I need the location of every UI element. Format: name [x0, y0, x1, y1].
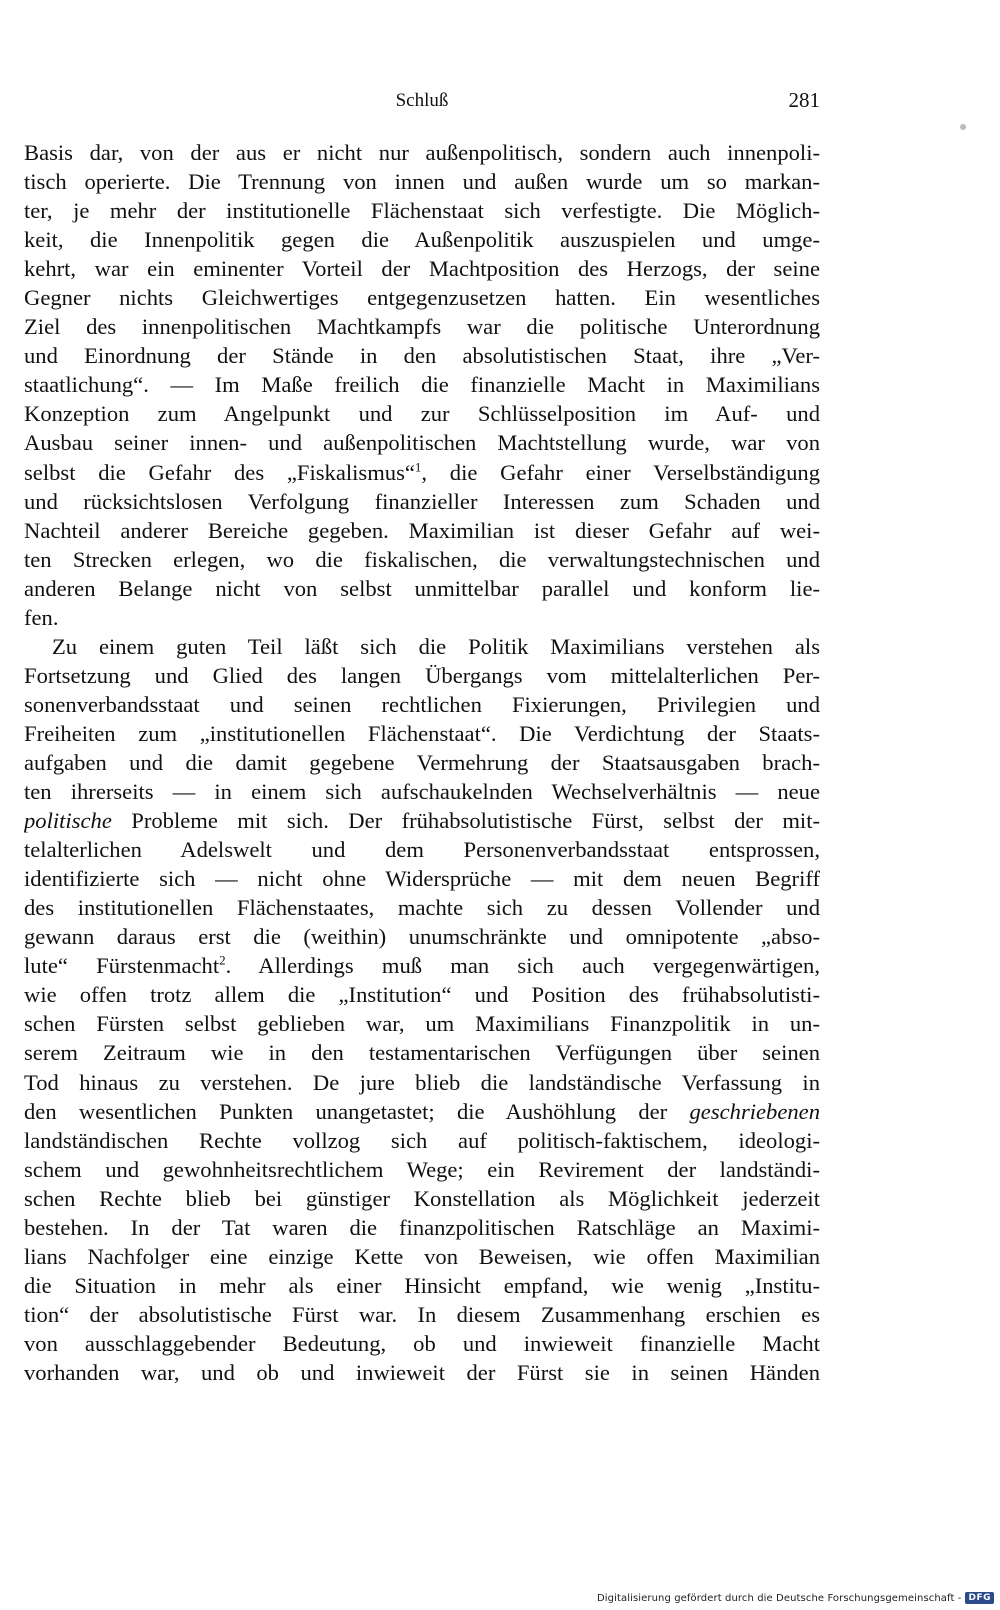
text-line: gewann daraus erst die (weithin) unumschränkte und omnipotente „abso-	[24, 924, 820, 950]
page-number: 281	[788, 88, 820, 112]
credit-text: Digitalisierung gefördert durch die Deutsche Forschungsgemeinschaft -	[596, 1592, 962, 1604]
text-line: Freiheiten zum „institutionellen Flächenstaat“. Die Verdichtung der Staats-	[24, 720, 820, 746]
text-line: vorhanden war, und ob und inwieweit der Fürst sie in seinen Händen	[24, 1359, 820, 1385]
text-line: des institutionellen Flächenstaates, machte sich zu dessen Vollender und	[24, 895, 820, 921]
scan-mark	[960, 124, 966, 130]
text-line: ter, je mehr der institutionelle Flächenstaat sich verfestigte. Die Möglich-	[24, 198, 820, 224]
running-head: Schluß	[395, 90, 449, 111]
text-line: telalterlichen Adelswelt und dem Personenverbandsstaat entsprossen,	[24, 837, 820, 863]
text-line: von ausschlaggebender Bedeutung, ob und inwieweit finanzielle Macht	[24, 1330, 820, 1356]
text-line: und rücksichtslosen Verfolgung finanzieller Interessen zum Schaden und	[24, 488, 820, 514]
digitization-credit	[597, 1590, 994, 1606]
text-line: tisch operierte. Die Trennung von innen und außen wurde um so markan-	[24, 169, 820, 195]
text-line: Konzeption zum Angelpunkt und zur Schlüsselposition im Auf- und	[24, 401, 820, 427]
text-line: Fortsetzung und Glied des langen Übergangs vom mittelalterlichen Per-	[24, 662, 820, 688]
text-line: wie offen trotz allem die „Institution“ und Position des frühabsolutisti-	[24, 982, 820, 1008]
text-line: identifizierte sich — nicht ohne Widersprüche — mit dem neuen Begriff	[24, 866, 820, 892]
text-line: ten ihrerseits — in einem sich aufschaukelnden Wechselverhältnis — neue	[24, 779, 820, 805]
text-line: fen.	[24, 604, 59, 630]
text-line: Basis dar, von der aus er nicht nur außenpolitisch, sondern auch innenpoli-	[24, 140, 820, 165]
text-line: aufgaben und die damit gegebene Vermehrung der Staatsausgaben brach-	[24, 749, 820, 775]
text-line-italic-start: politische Probleme mit sich. Der frühabsolutistische Fürst, selbst der mit-	[24, 808, 820, 834]
text-line: Nachteil anderer Bereiche gegeben. Maximilian ist dieser Gefahr auf wei-	[24, 517, 820, 543]
text-line: Gegner nichts Gleichwertiges entgegenzusetzen hatten. Ein wesentliches	[24, 285, 820, 311]
text-line-footnote-1: selbst die Gefahr des „Fiskalismus“$^1$, die Gefahr einer Verselbständigung	[24, 458, 820, 485]
text-line: lians Nachfolger eine einzige Kette von Beweisen, wie offen Maximilian	[24, 1243, 820, 1269]
text-line: tion“ der absolutistische Fürst war. In diesem Zusammenhang erschien es	[24, 1301, 820, 1327]
text-line: Ausbau seiner innen- und außenpolitischen Machtstellung wurde, war von	[24, 430, 820, 456]
text-line: Tod hinaus zu verstehen. De jure blieb die landständische Verfassung in	[24, 1069, 820, 1095]
body-text	[24, 138, 820, 1387]
text-line: staatlichung“. — Im Maße freilich die finanzielle Macht in Maximilians	[24, 372, 820, 398]
text-line: serem Zeitraum wie in den testamentarischen Verfügungen über seinen	[24, 1040, 820, 1066]
text-line: schen Rechte blieb bei günstiger Konstellation als Möglichkeit jederzeit	[24, 1185, 820, 1211]
text-line-footnote-2: lute“ Fürstenmacht$^2$. Allerdings muß man sich auch vergegenwärtigen,	[24, 952, 820, 979]
text-line: schen Fürsten selbst geblieben war, um Maximilians Finanzpolitik in un-	[24, 1011, 820, 1037]
text-line: landständischen Rechte vollzog sich auf politisch-faktischem, ideologi-	[24, 1127, 820, 1153]
text-line-italic-end: den wesentlichen Punkten unangetastet; die Aushöhlung der geschriebenen	[24, 1098, 820, 1124]
text-line: keit, die Innenpolitik gegen die Außenpolitik auszuspielen und umge-	[24, 227, 820, 253]
text-line: anderen Belange nicht von selbst unmittelbar parallel und konform lie-	[24, 575, 820, 601]
text-line: kehrt, war ein eminenter Vorteil der Machtposition des Herzogs, der seine	[24, 256, 820, 282]
text-line: Zu einem guten Teil läßt sich die Politik Maximilians verstehen als	[52, 633, 820, 659]
text-line: Ziel des innenpolitischen Machtkampfs war die politische Unterordnung	[24, 314, 820, 340]
page-header	[24, 86, 820, 116]
text-line: und Einordnung der Stände in den absolutistischen Staat, ihre „Ver-	[24, 343, 820, 369]
text-line: sonenverbandsstaat und seinen rechtlichen Fixierungen, Privilegien und	[24, 691, 820, 717]
text-line: bestehen. In der Tat waren die finanzpolitischen Ratschläge an Maximi-	[24, 1214, 820, 1240]
text-line: die Situation in mehr als einer Hinsicht empfand, wie wenig „Institu-	[24, 1272, 820, 1298]
text-line: ten Strecken erlegen, wo die fiskalischen, die verwaltungstechnischen und	[24, 546, 820, 572]
text-line: schem und gewohnheitsrechtlichem Wege; ein Revirement der landständi-	[24, 1156, 820, 1182]
dfg-logo: DFG	[965, 1592, 994, 1604]
